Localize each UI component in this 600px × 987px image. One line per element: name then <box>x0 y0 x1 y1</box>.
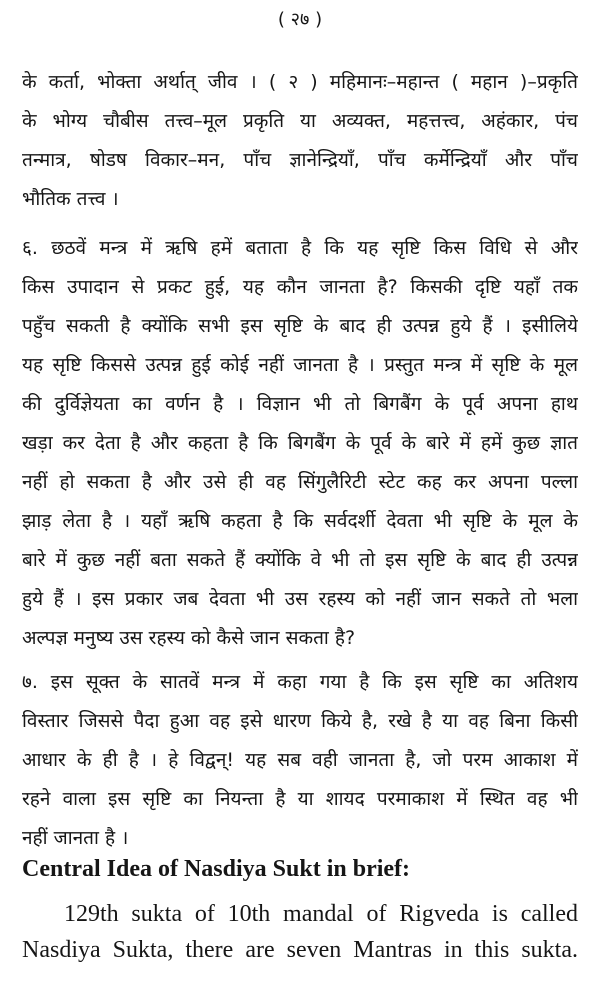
english-text-line: 129th sukta of 10th mandal of Rigveda is called <box>64 901 578 927</box>
text-line: भौतिक तत्त्व । <box>22 188 119 210</box>
text-line: रहने वाला इस सृष्टि का नियन्ता है या शायद परमाकाश में स्थित वह भी <box>22 788 578 810</box>
text-line: यह सृष्टि किससे उत्पन्न हुई कोई नहीं जानता है । प्रस्तुत मन्त्र में सृष्टि के मूल <box>22 354 578 376</box>
text-line: पहुँच सकती है क्योंकि सभी इस सृष्टि के बाद ही उत्पन्न हुये हैं । इसीलिये <box>22 315 578 337</box>
page-number: ( २७ ) <box>277 9 323 30</box>
text-line: ६. छठवें मन्त्र में ऋषि हमें बताता है कि यह सृष्टि किस विधि से और <box>22 237 578 259</box>
text-line: हुये हैं । इस प्रकार जब देवता भी उस रहस्य को नहीं जान सकते तो भला <box>22 588 578 610</box>
text-line: के भोग्य चौबीस तत्त्व–मूल प्रकृति या अव्यक्त, महत्तत्त्व, अहंकार, पंच <box>22 110 578 132</box>
text-line: किस उपादान से प्रकट हुई, यह कौन जानता है? किसकी दृष्टि यहाँ तक <box>22 276 578 298</box>
text-line: झाड़ लेता है । यहाँ ऋषि कहता है कि सर्वदर्शी देवता भी सृष्टि के मूल के <box>22 510 578 532</box>
text-line: अल्पज्ञ मनुष्य उस रहस्य को कैसे जान सकता है? <box>22 627 356 649</box>
text-line: बारे में कुछ नहीं बता सकते हैं क्योंकि वे भी तो इस सृष्टि के बाद ही उत्पन्न <box>22 549 578 571</box>
text-line: तन्मात्र, षोडष विकार–मन, पाँच ज्ञानेन्द्रियाँ, पाँच कर्मेन्द्रियाँ और पाँच <box>22 149 578 171</box>
text-line: विस्तार जिससे पैदा हुआ वह इसे धारण किये है, रखे है या वह बिना किसी <box>22 710 578 732</box>
text-line: ७. इस सूक्त के सातवें मन्त्र में कहा गया है कि इस सृष्टि का अतिशय <box>22 671 578 693</box>
text-line: आधार के ही है । हे विद्वन्! यह सब वही जानता है, जो परम आकाश में <box>22 749 578 771</box>
text-line: नहीं जानता है । <box>22 827 129 849</box>
text-line: की दुर्विज्ञेयता का वर्णन है । विज्ञान भी तो बिगबैंग के पूर्व अपना हाथ <box>22 393 578 415</box>
text-line: खड़ा कर देता है और कहता है कि बिगबैंग के पूर्व के बारे में हमें कुछ ज्ञात <box>22 432 578 454</box>
text-line: नहीं हो सकता है और उसे ही वह सिंगुलैरिटी स्टेट कह कर अपना पल्ला <box>22 471 578 493</box>
section-heading: Central Idea of Nasdiya Sukt in brief: <box>22 856 411 882</box>
english-text-line: Nasdiya Sukta, there are seven Mantras in this sukta. <box>22 937 578 963</box>
text-line: के कर्ता, भोक्ता अर्थात् जीव । ( २ ) महिमानः–महान्त ( महान )–प्रकृति <box>22 71 578 93</box>
